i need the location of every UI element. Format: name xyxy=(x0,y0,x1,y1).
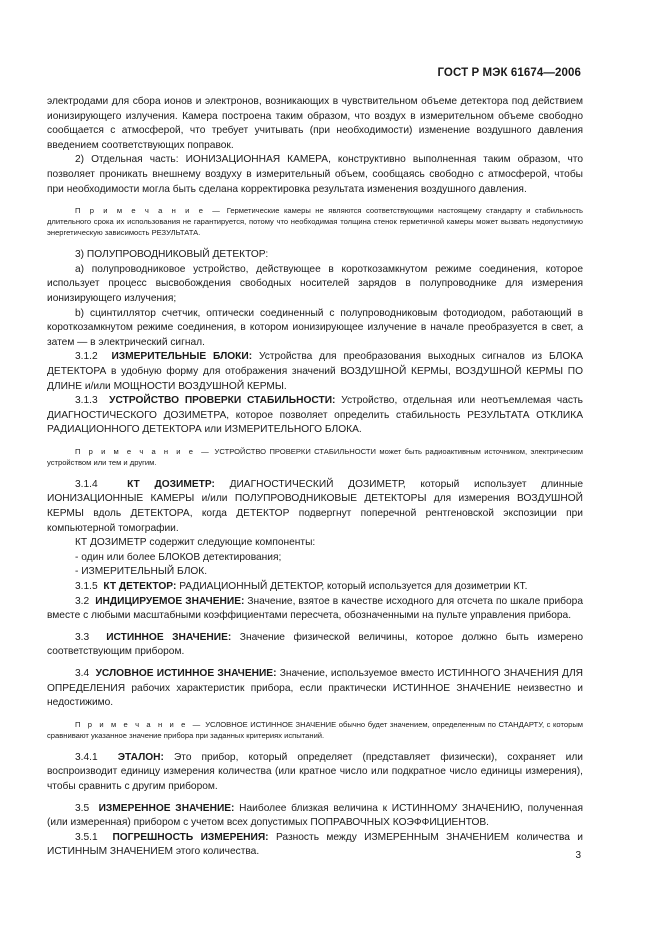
note-text: УСЛОВНОЕ ИСТИННОЕ ЗНАЧЕНИЕ обычно будет значением, определенным по СТАНДАРТУ, с которым сравнивают указанное значение прибора при заданных критериях испытаний. xyxy=(47,719,583,740)
paragraph-item-2: 2) Отдельная часть: ИОНИЗАЦИОННАЯ КАМЕРА, конструктивно выполненная таким образом, что позволяет проникать внешнему воздуху в измерительный объем, сообщаясь свободно с атмосферой, чтобы при необходимости могла быть сделана корректировка результата изменения воздушного давления. xyxy=(47,154,583,195)
clause-number: 3.4.1 xyxy=(75,751,98,763)
clause-number: 3.5.1 xyxy=(75,831,98,843)
defined-term: ИЗМЕРИТЕЛЬНЫЕ БЛОКИ: xyxy=(111,351,253,363)
definition-text: РАДИАЦИОННЫЙ ДЕТЕКТОР, который используется для дозиметрии КТ. xyxy=(176,581,528,593)
note-text: УСТРОЙСТВО ПРОВЕРКИ СТАБИЛЬНОСТИ может быть радиоактивным источником, электрическим устройством или тем и другим. xyxy=(47,446,583,467)
defined-term: ИЗМЕРЕННОЕ ЗНАЧЕНИЕ: xyxy=(98,802,235,814)
clause-number: 3.5 xyxy=(75,802,90,814)
definition-3-2 xyxy=(47,595,583,624)
definition-text: ДИАГНОСТИЧЕСКИЙ ДОЗИМЕТР, который использует длинные ИОНИЗАЦИОННЫЕ КАМЕРЫ и/или ПОЛУПРОВОДНИКОВЫЕ ДЕТЕКТОРЫ для измерения ВОЗДУШНОЙ КЕРМЫ вдоль ДЕТЕКТОРА, когда ДЕТЕКТОР подвергнут поперечной рентгеновской экспозиции при компьютерной томографии. xyxy=(47,478,583,534)
paragraph-item-a: a) полупроводниковое устройство, действующее в короткозамкнутом режиме соединения, которое использует процесс высвобождения свободных носителей зарядов в полупроводнике для измерения ионизирующего излучения; xyxy=(47,263,583,304)
defined-term: КТ ДЕТЕКТОР: xyxy=(103,581,177,593)
defined-term: УСТРОЙСТВО ПРОВЕРКИ СТАБИЛЬНОСТИ: xyxy=(109,395,336,407)
note-label: П р и м е ч а н и е — xyxy=(75,446,212,456)
definition-3-1-2 xyxy=(47,350,583,394)
definition-3-4 xyxy=(47,667,583,711)
definition-text: Устройство, отдельная или неотъемлемая часть ДИАГНОСТИЧЕСКОГО ДОЗИМЕТРА, которое позволяет определить стабильность РЕЗУЛЬТАТА ОТКЛИКА РАДИАЦИОННОГО ДЕТЕКТОРА или ИЗМЕРИТЕЛЬНОГО БЛОКА. xyxy=(47,395,583,436)
paragraph-semiconductor-heading: 3) ПОЛУПРОВОДНИКОВЫЙ ДЕТЕКТОР: xyxy=(75,249,269,261)
defined-term: ИСТИННОЕ ЗНАЧЕНИЕ: xyxy=(106,631,232,643)
definition-3-1-3 xyxy=(47,394,583,438)
page-number: 3 xyxy=(575,850,581,861)
document-body xyxy=(47,95,583,860)
definition-text: Значение физической величины, которое должно быть измерено соответствующим прибором. xyxy=(47,631,583,658)
note-stability-device xyxy=(47,446,583,468)
document-header: ГОСТ Р МЭК 61674—2006 xyxy=(437,67,581,79)
definition-3-5 xyxy=(47,802,583,831)
definition-text: Значение, взятое в качестве исходного для отсчета по шкале прибора вместе с любыми масштабными коэффициентами пересчета, обозначенными на пульте управления прибора. xyxy=(47,595,583,622)
note-sealed-chambers xyxy=(47,205,583,238)
note-label: П р и м е ч а н и е — xyxy=(75,719,203,729)
definition-3-1-4 xyxy=(47,478,583,536)
definition-text: Наиболее близкая величина к ИСТИННОМУ ЗНАЧЕНИЮ, полученная (или измеренная) прибором с учетом всех допустимых ПОПРАВОЧНЫХ КОЭФФИЦИЕНТОВ. xyxy=(47,802,583,829)
note-text: Герметические камеры не являются соответствующими настоящему стандарту и стабильность длительного срока их использования не гарантируется, потому что необходимая толщина стенок герметичной камеры может вызвать недопустимую энергетическую зависимость РЕЗУЛЬТАТА. xyxy=(47,206,583,238)
clause-number: 3.1.3 xyxy=(75,395,98,407)
defined-term: ЭТАЛОН: xyxy=(117,751,164,763)
paragraph-item-b: b) сцинтиллятор счетчик, оптически соединенный с полупроводниковым фотодиодом, работающий в короткозамкнутом режиме соединения, в котором ионизирующее излучение в начале преобразуется в свет, а затем — в электрический сигнал. xyxy=(47,307,583,348)
definition-text: Разность между ИЗМЕРЕННЫМ ЗНАЧЕНИЕМ количества и ИСТИННЫМ ЗНАЧЕНИЕМ этого количества. xyxy=(47,831,583,858)
list-item-measuring-block: - ИЗМЕРИТЕЛЬНЫЙ БЛОК. xyxy=(75,566,208,578)
defined-term: ПОГРЕШНОСТЬ ИЗМЕРЕНИЯ: xyxy=(112,831,269,843)
definition-text: Значение, используемое вместо ИСТИННОГО ЗНАЧЕНИЯ ДЛЯ ОПРЕДЕЛЕНИЯ рабочих характеристик прибора, если практически ИСТИННОЕ ЗНАЧЕНИЕ неизвестно и недостижимо. xyxy=(47,668,584,709)
clause-number: 3.2 xyxy=(75,595,90,607)
clause-number: 3.4 xyxy=(75,668,90,679)
definition-3-5-1 xyxy=(47,831,583,860)
paragraph-continuation: электродами для сбора ионов и электронов, возникающих в чувствительном объеме детектора под действием ионизирующего излучения. Камера построена таким образом, что воздух в измерительном объеме свободно сообщается с атмосферой, что требует учитывать (при необходимости) изменение воздушного давления введением соответствующих поправок. xyxy=(47,96,583,151)
definition-3-3 xyxy=(47,631,583,660)
clause-number: 3.1.4 xyxy=(75,478,98,490)
defined-term: ИНДИЦИРУЕМОЕ ЗНАЧЕНИЕ: xyxy=(95,595,245,607)
clause-number: 3.1.5 xyxy=(75,581,98,593)
note-conventional-true-value xyxy=(47,719,583,741)
clause-number: 3.1.2 xyxy=(75,351,98,363)
definition-text: Устройства для преобразования выходных сигналов из БЛОКА ДЕТЕКТОРА в удобную форму для отображения значений ВОЗДУШНОЙ КЕРМЫ, ВОЗДУШНОЙ КЕРМЫ ПО ДЛИНЕ и/или МОЩНОСТИ ВОЗДУШНОЙ КЕРМЫ. xyxy=(47,351,583,392)
list-item-detector-blocks: - один или более БЛОКОВ детектирования; xyxy=(75,551,282,563)
definition-3-4-1 xyxy=(47,751,583,795)
defined-term: КТ ДОЗИМЕТР: xyxy=(127,478,215,490)
paragraph-ct-components: КТ ДОЗИМЕТР содержит следующие компоненты: xyxy=(75,537,316,549)
clause-number: 3.3 xyxy=(75,631,90,643)
note-label: П р и м е ч а н и е — xyxy=(75,206,223,216)
definition-3-1-5 xyxy=(47,580,583,595)
defined-term: УСЛОВНОЕ ИСТИННОЕ ЗНАЧЕНИЕ: xyxy=(95,668,277,679)
definition-text: Это прибор, который определяет (представляет физически), сохраняет или воспроизводит единицу измерения количества (или кратное число или подкратное число единицы измерения), чтобы сравнить с другим прибором. xyxy=(47,751,583,792)
